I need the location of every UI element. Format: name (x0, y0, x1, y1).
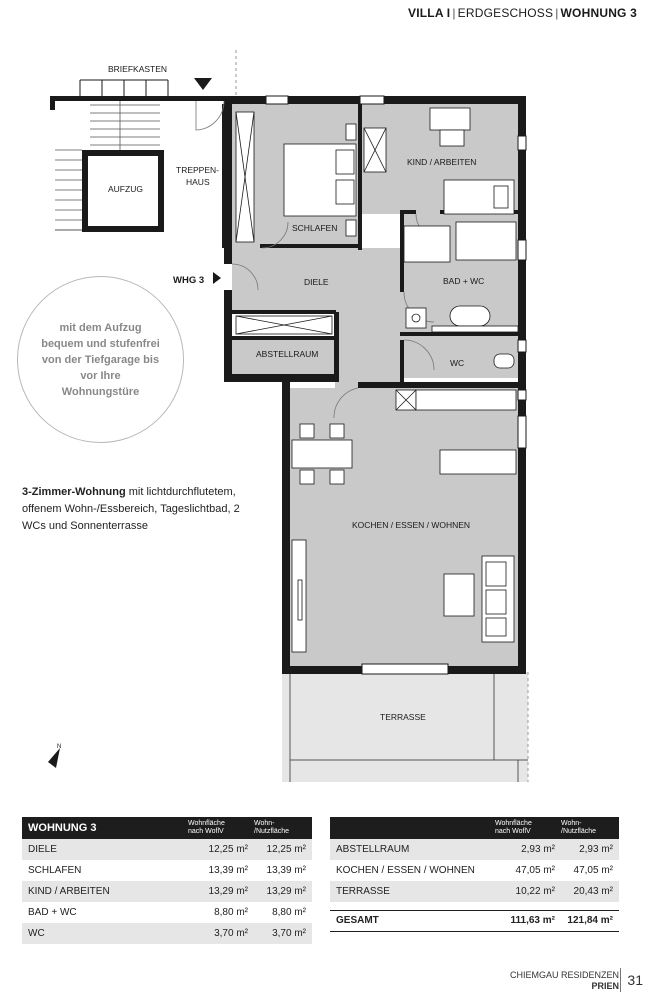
stairwell (50, 78, 224, 232)
table-total-row: GESAMT 111,63 m² 121,84 m² (330, 910, 619, 931)
north-label: N (57, 744, 62, 750)
table-row: SCHLAFEN 13,39 m² 13,39 m² (28, 865, 306, 876)
north-arrow-icon (48, 744, 61, 768)
area-table-right (330, 817, 619, 932)
page-number: 31 (620, 968, 643, 992)
col-header-2b: /Nutzfläche (561, 828, 597, 835)
col-header-1b: nach WoflV (188, 828, 224, 835)
page-header: VILLA I | ERDGESCHOSS | WOHNUNG 3 (408, 6, 637, 20)
label-aufzug: AUFZUG (108, 184, 143, 194)
description-rest: mit lichtdurchflutetem, offenem Wohn-/Essbereich, Tageslichtbad, 2 WCs und Sonnenterrasse (22, 486, 240, 532)
col-header-2b: /Nutzfläche (254, 828, 290, 835)
apartment-entry-arrow-icon (213, 272, 221, 284)
entrance-arrow-icon (194, 78, 212, 90)
col-header-2a: Wohn- (561, 820, 582, 827)
label-wc: WC (450, 358, 465, 368)
col-header-2a: Wohn- (254, 820, 275, 827)
label-terrasse: TERRASSE (380, 712, 426, 722)
header-floor: ERDGESCHOSS (457, 6, 554, 20)
description-bold: 3-Zimmer-Wohnung (22, 486, 126, 498)
col-header-1a: Wohnfläche (188, 820, 225, 827)
table-row: KIND / ARBEITEN 13,29 m² 13,29 m² (22, 881, 312, 902)
table-row: WC 3,70 m² 3,70 m² (22, 923, 312, 944)
label-kochen-essen-wohnen: KOCHEN / ESSEN / WOHNEN (352, 520, 471, 530)
label-whg: WHG 3 (173, 275, 205, 286)
table-header (330, 817, 619, 839)
apartment-description (22, 484, 262, 535)
area-table-left (22, 817, 312, 944)
footer-location: PRIEN (591, 981, 619, 991)
label-kind-arbeiten: KIND / ARBEITEN (407, 157, 477, 167)
label-treppenhaus-2: HAUS (186, 177, 210, 187)
label-briefkasten: BRIEFKASTEN (108, 64, 168, 74)
info-text: mit dem Aufzug bequem und stufenfrei von der Tiefgarage bis vor Ihre Wohnungstüre (41, 321, 160, 398)
label-treppenhaus-1: TREPPEN- (176, 165, 219, 175)
info-circle (17, 276, 184, 443)
table-header (22, 817, 312, 839)
table-row: BAD + WC 8,80 m² 8,80 m² (28, 907, 306, 918)
label-bad-wc: BAD + WC (443, 276, 485, 286)
label-diele: DIELE (304, 277, 329, 287)
col-header-1b: nach WoflV (495, 828, 531, 835)
header-villa: VILLA I (408, 6, 451, 20)
table-row: KOCHEN / ESSEN / WOHNEN 47,05 m² 47,05 m² (336, 865, 613, 876)
header-apartment: WOHNUNG 3 (560, 6, 637, 20)
table-title: WOHNUNG 3 (22, 817, 188, 839)
table-row: TERRASSE 10,22 m² 20,43 m² (330, 881, 619, 902)
footer-brand: CHIEMGAU RESIDENZEN (509, 970, 619, 980)
col-header-1a: Wohnfläche (495, 820, 532, 827)
terrace-area (282, 672, 528, 782)
table-row: DIELE 12,25 m² 12,25 m² (22, 839, 312, 860)
table-row: ABSTELLRAUM 2,93 m² 2,93 m² (330, 839, 619, 860)
footer (510, 970, 619, 992)
label-abstellraum: ABSTELLRAUM (256, 349, 319, 359)
label-schlafen: SCHLAFEN (292, 223, 338, 233)
